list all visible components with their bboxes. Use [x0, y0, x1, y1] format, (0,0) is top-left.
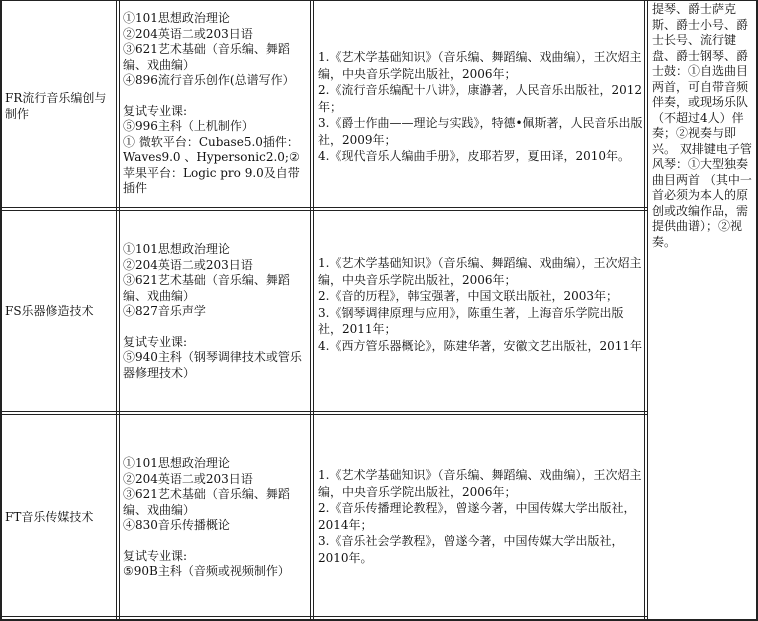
book-item: 3.《爵士作曲——理论与实践》，特德•佩斯著，人民音乐出版社，2009年；: [318, 116, 643, 147]
col-divider-1a: [116, 0, 117, 621]
retest-label: 复试专业课:: [123, 334, 188, 349]
audition-requirements: [650, 2, 756, 250]
subject-item: ①101思想政治理论: [123, 456, 230, 470]
subject-item: ②204英语二或203日语: [123, 471, 253, 486]
subject-item: ③621艺术基础（音乐编、舞蹈编、戏曲编）: [123, 487, 290, 517]
exam-subjects-1: [121, 11, 311, 197]
book-item: 2.《音乐传播理论教程》，曾遂今著，中国传媒大学出版社，2014年；: [318, 501, 636, 532]
retest-item: ⑤940主科（钢琴调律技术或管乐器修理技术）: [123, 350, 302, 380]
major-name-3: [5, 509, 115, 525]
subject-item: ③621艺术基础（音乐编、舞蹈编、戏曲编）: [123, 273, 290, 303]
subject-item: ②204英语二或203日语: [123, 257, 253, 272]
reference-books-1: [316, 49, 644, 165]
row-divider-3a: [0, 616, 648, 617]
retest-item: ⑤996主科（上机制作）: [123, 119, 254, 133]
major-name-text: FT音乐传媒技术: [5, 510, 94, 524]
book-item: 1.《艺术学基础知识》（音乐编、舞蹈编、戏曲编），王次炤主编，中央音乐学院出版社，2006年；: [318, 256, 642, 287]
book-item: 4.《西方管乐器概论》，陈建华著，安徽文艺出版社，2011年: [318, 338, 642, 353]
table-border-left: [0, 0, 2, 621]
col-divider-3b: [647, 0, 648, 621]
col-divider-2b: [313, 0, 314, 621]
exam-subjects-2: [121, 242, 311, 381]
retest-item: ① 微软平台：Cubase5.0插件：Waves9.0 、Hypersonic2.0;②苹果平台：Logic pro 9.0及自带插件: [123, 134, 300, 195]
major-name-text: FS乐器修造技术: [5, 304, 94, 318]
book-item: 2.《流行音乐编配十八讲》，康瀞著，人民音乐出版社，2012年；: [318, 83, 642, 114]
book-item: 3.《钢琴调律原理与应用》，陈重生著，上海音乐学院出版社，2011年；: [318, 305, 624, 336]
row-divider-2a: [0, 411, 648, 412]
retest-item: ⑤90B主科（音频或视频制作）: [123, 564, 290, 578]
retest-label: 复试专业课:: [123, 103, 188, 118]
major-name-2: [5, 303, 115, 319]
reference-books-2: [316, 255, 644, 354]
col-divider-3a: [644, 0, 645, 621]
subject-item: ①101思想政治理论: [123, 11, 230, 25]
subject-item: ③621艺术基础（音乐编、舞蹈编、戏曲编）: [123, 42, 290, 72]
book-item: 1.《艺术学基础知识》（音乐编、舞蹈编、戏曲编），王次炤主编，中央音乐学院出版社，2006年；: [318, 468, 642, 499]
exam-subjects-3: [121, 456, 311, 580]
row-divider-1a: [0, 207, 648, 208]
book-item: 2.《音的历程》，韩宝强著，中国文联出版社，2003年；: [318, 289, 618, 303]
major-name-text: FR流行音乐编创与制作: [5, 91, 107, 121]
reference-books-3: [316, 467, 644, 566]
audition-text: 提琴、爵士萨克斯、爵士小号、爵士长号、流行键盘、爵士钢琴、爵士鼓：①自选曲目两首，可自带音频伴奏，或现场乐队（不超过4人）伴奏；②视奏与即兴。 双排键电子管风琴：①大型独奏曲目两首 （其中一首必须为本人的原创或改编作品，需提供曲谱）；②视奏。: [652, 2, 752, 249]
row-divider-1b: [0, 210, 648, 211]
book-item: 1.《艺术学基础知识》（音乐编、舞蹈编、戏曲编），王次炤主编，中央音乐学院出版社，2006年；: [318, 50, 642, 81]
subject-item: ①101思想政治理论: [123, 242, 230, 256]
subject-item: ②204英语二或203日语: [123, 26, 253, 41]
subject-item: ④830音乐传播概论: [123, 518, 230, 532]
major-name-1: [5, 90, 115, 122]
row-divider-2b: [0, 414, 648, 415]
book-item: 3.《音乐社会学教程》，曾遂今著，中国传媒大学出版社，2010年。: [318, 534, 624, 565]
subject-item: ④896流行音乐创作(总谱写作）: [123, 73, 295, 87]
subject-item: ④827音乐声学: [123, 304, 206, 318]
book-item: 4.《现代音乐人编曲手册》，皮耶若罗，夏田译，2010年。: [318, 149, 630, 163]
col-divider-1b: [119, 0, 120, 621]
retest-label: 复试专业课:: [123, 548, 188, 563]
